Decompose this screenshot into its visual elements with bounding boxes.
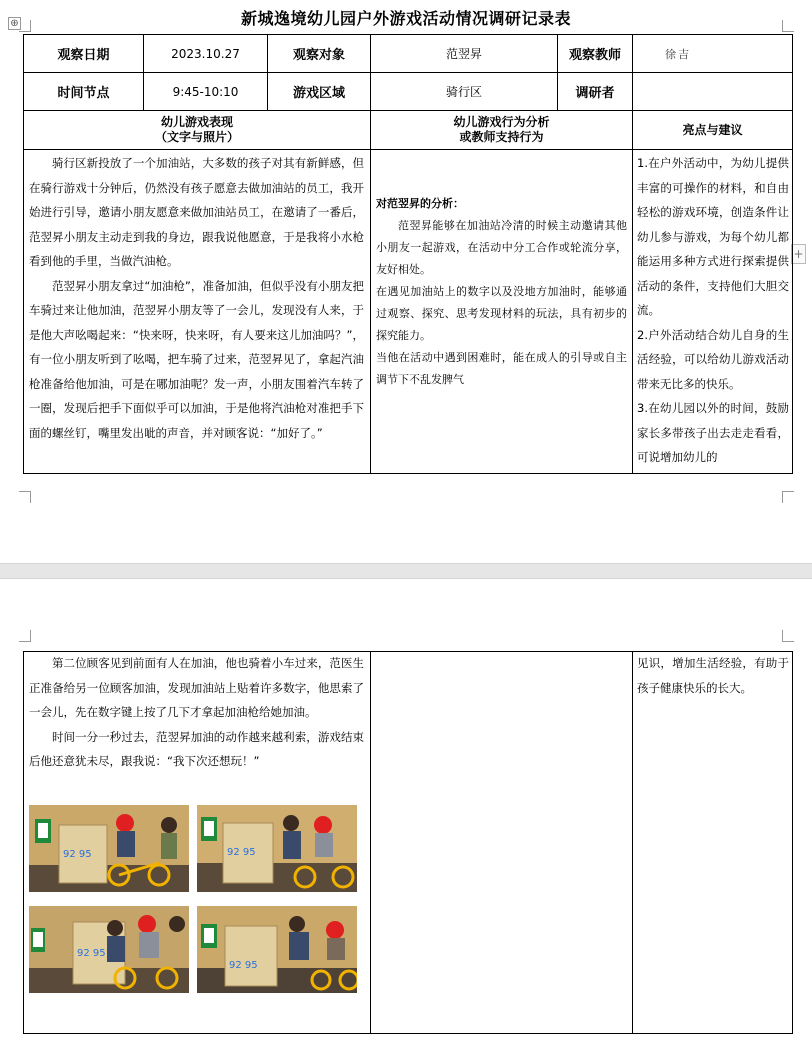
table-move-handle-icon[interactable]: ⊕	[8, 17, 21, 30]
svg-text:92 95: 92 95	[77, 948, 106, 959]
activity-photo	[29, 906, 189, 993]
performance-header-line2: （文字与照片）	[154, 130, 239, 144]
add-column-plus-icon[interactable]: +	[791, 244, 806, 264]
analysis-header-line2: 或教师支持行为	[459, 130, 544, 144]
observe-date-value: 2023.10.27	[171, 46, 240, 61]
performance-header-line1: 幼儿游戏表现	[160, 115, 233, 129]
table-border	[23, 1033, 792, 1034]
teacher-signature: 徐吉	[665, 47, 691, 61]
analysis-paragraph: 当他在活动中遇到困难时，能在成人的引导或自主调节下不乱发脾气	[376, 351, 627, 386]
svg-text:92 95: 92 95	[227, 847, 256, 858]
svg-text:92 95: 92 95	[63, 849, 92, 860]
advice-item: 1.在户外活动中，为幼儿提供丰富的可操作的材料，和自由轻松的游戏环境，创造条件让幼儿参与游戏，为每个幼儿都能运用多种方式进行探索提供活动的条件，支持他们大胆交流。	[637, 156, 789, 317]
advice-item: 2.户外活动结合幼儿自身的生活经验，可以给幼儿游戏活动带来无比多的快乐。	[637, 327, 789, 391]
photo-gas-station-1-icon	[29, 805, 189, 892]
advice-header: 亮点与建议	[682, 122, 743, 137]
activity-photo	[197, 906, 357, 993]
table-border	[23, 473, 792, 474]
researcher-label: 调研者	[575, 86, 615, 101]
analysis-header-line1: 幼儿游戏行为分析	[453, 115, 550, 129]
table-border	[792, 651, 793, 1034]
analysis-paragraph: 范翌昇能够在加油站冷清的时候主动邀请其他小朋友一起游戏，在活动中分工合作或轮流分享，友好相处。	[376, 219, 627, 276]
advice-item: 3.在幼儿园以外的时间，鼓励家长多带孩子出去走走看看，可说增加幼儿的	[637, 401, 789, 464]
photo-gas-station-3-icon	[29, 906, 189, 993]
analysis-header	[371, 111, 632, 149]
analysis-paragraph: 在遇见加油站上的数字以及没地方加油时，能够通过观察、探究、思考发现材料的玩法，具有初步的探究能力。	[376, 285, 627, 342]
observe-target-label: 观察对象	[292, 48, 345, 63]
photo-gas-station-2-icon	[197, 805, 357, 892]
table-border	[632, 651, 633, 1034]
advice-text-page1	[637, 151, 789, 470]
researcher-value[interactable]	[633, 73, 792, 110]
performance-paragraph: 骑行区新投放了一个加油站，大多数的孩子对其有新鲜感，但在骑行游戏十分钟后，仍然没有孩子愿意去做加油站的员工，我开始进行引导，邀请小朋友愿意来做加油站员工，在邀请了一番后，范翌昇小朋友主动走到我的身边，跟我说他愿意，于是我将小水枪看到他的手里，当做汽油枪。	[29, 156, 364, 268]
photo-gas-station-4-icon	[197, 906, 357, 993]
observe-date-label: 观察日期	[57, 48, 110, 63]
svg-text:92 95: 92 95	[229, 960, 258, 971]
performance-paragraph: 时间一分一秒过去，范翌昇加油的动作越来越利索，游戏结束后他还意犹未尽，跟我说：“我下次还想玩！”	[29, 729, 364, 768]
table-border	[23, 149, 792, 150]
area-label: 游戏区域	[292, 86, 345, 101]
table-border	[792, 34, 793, 474]
observe-teacher-label: 观察教师	[568, 48, 621, 63]
time-label: 时间节点	[57, 86, 110, 101]
crop-mark	[782, 630, 794, 642]
area-value: 骑行区	[445, 85, 482, 99]
table-border	[23, 651, 24, 1034]
crop-mark	[19, 491, 31, 503]
page-2	[0, 579, 812, 1050]
performance-text-page2	[29, 651, 364, 774]
time-value: 9:45-10:10	[172, 84, 239, 99]
page-gap	[0, 563, 812, 579]
activity-photo	[197, 805, 357, 892]
advice-text-page2: 见识，增加生活经验，有助于孩子健康快乐的长大。	[637, 656, 789, 695]
table-border	[370, 651, 371, 1034]
performance-header	[24, 111, 370, 149]
crop-mark	[19, 630, 31, 642]
performance-paragraph: 范翌昇小朋友拿过“加油枪”，准备加油，但似乎没有小朋友把车骑过来让他加油，范翌昇小朋友等了一会儿，发现没有人来，于是他大声吆喝起来：“快来呀，快来呀，有人要来这儿加油吗？”，有一位小朋友听到了吆喝，把车骑了过来，范翌昇见了，拿起汽油枪准备给他加油，可是在哪加油呢？发一声，小朋友围着汽车转了一圈，发现后把手下面似乎可以加油，于是他将汽油枪对准把手下面的螺丝钉，嘴里发出呲的声音，并对顾客说：“加好了。”	[29, 278, 364, 440]
document-title: 新城逸境幼儿园户外游戏活动情况调研记录表	[240, 9, 571, 28]
crop-mark	[782, 491, 794, 503]
analysis-text	[376, 193, 627, 391]
analysis-heading: 对范翌昇的分析：	[376, 197, 464, 210]
observe-target-value: 范翌昇	[445, 47, 482, 61]
performance-text-page1	[29, 151, 364, 445]
activity-photo	[29, 805, 189, 892]
performance-paragraph: 第二位顾客见到前面有人在加油，他也骑着小车过来，范医生正准备给另一位顾客加油，发现加油站上贴着许多数字，他思索了一会儿，先在数字键上按了几下才拿起加油枪给她加油。	[29, 656, 364, 719]
